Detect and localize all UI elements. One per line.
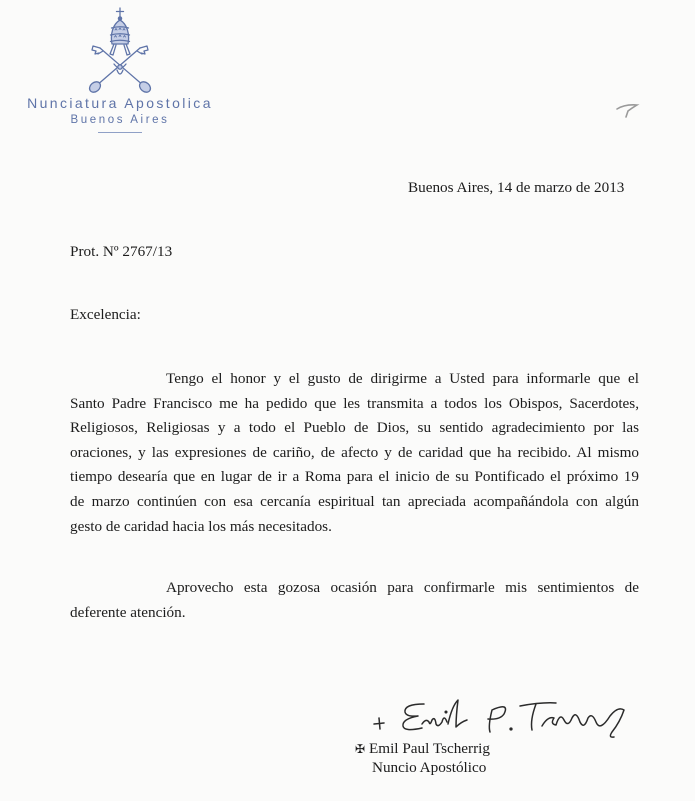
maltese-cross-icon: ✠ <box>355 742 366 756</box>
paragraph-line: de marzo continúen con esa cercanía espiritual tan apreciada acompañándola con algún <box>70 492 639 510</box>
paragraph-line: Santo Padre Francisco me ha pedido que les transmita a todos los Obispos, Sacerdotes, <box>70 394 639 412</box>
letterhead <box>0 4 240 134</box>
letterhead-rule <box>98 132 142 133</box>
paragraph-line: Tengo el honor y el gusto de dirigirme a Usted para informarle que el <box>166 370 639 387</box>
paragraph-line: tiempo desearía que en lugar de ir a Roma para el inicio de su Pontificado el próximo 19 <box>70 468 639 486</box>
salutation: Excelencia: <box>70 306 141 323</box>
letterhead-org-name: Nunciatura Apostolica <box>27 95 213 111</box>
paragraph-line: oraciones, y las expresiones de cariño, de afecto y de caridad que ha recibido. Al mismo <box>70 443 639 461</box>
signer-name-line <box>355 739 490 759</box>
paragraph-line: Religiosos, Religiosas y a todo el Pueblo de Dios, su sentido agradecimiento por las <box>70 419 639 437</box>
signer-name: Emil Paul Tscherrig <box>369 740 490 757</box>
signer-title: Nuncio Apostólico <box>372 759 487 776</box>
body-paragraph-1 <box>70 367 639 539</box>
letterhead-org-city: Buenos Aires <box>70 114 170 126</box>
protocol-number: Prot. Nº 2767/13 <box>70 243 173 260</box>
paragraph-line: Aprovecho esta gozosa ocasión para confirmarle mis sentimientos de <box>166 579 639 596</box>
date-line: Buenos Aires, 14 de marzo de 2013 <box>408 179 625 196</box>
papal-coat-of-arms-icon <box>80 6 160 94</box>
handwritten-signature <box>372 692 642 742</box>
paragraph-line: gesto de caridad hacia los más necesitados. <box>70 517 332 535</box>
body-paragraph-2 <box>70 576 639 625</box>
paragraph-line: deferente atención. <box>70 603 186 621</box>
paper-mark <box>615 100 641 120</box>
